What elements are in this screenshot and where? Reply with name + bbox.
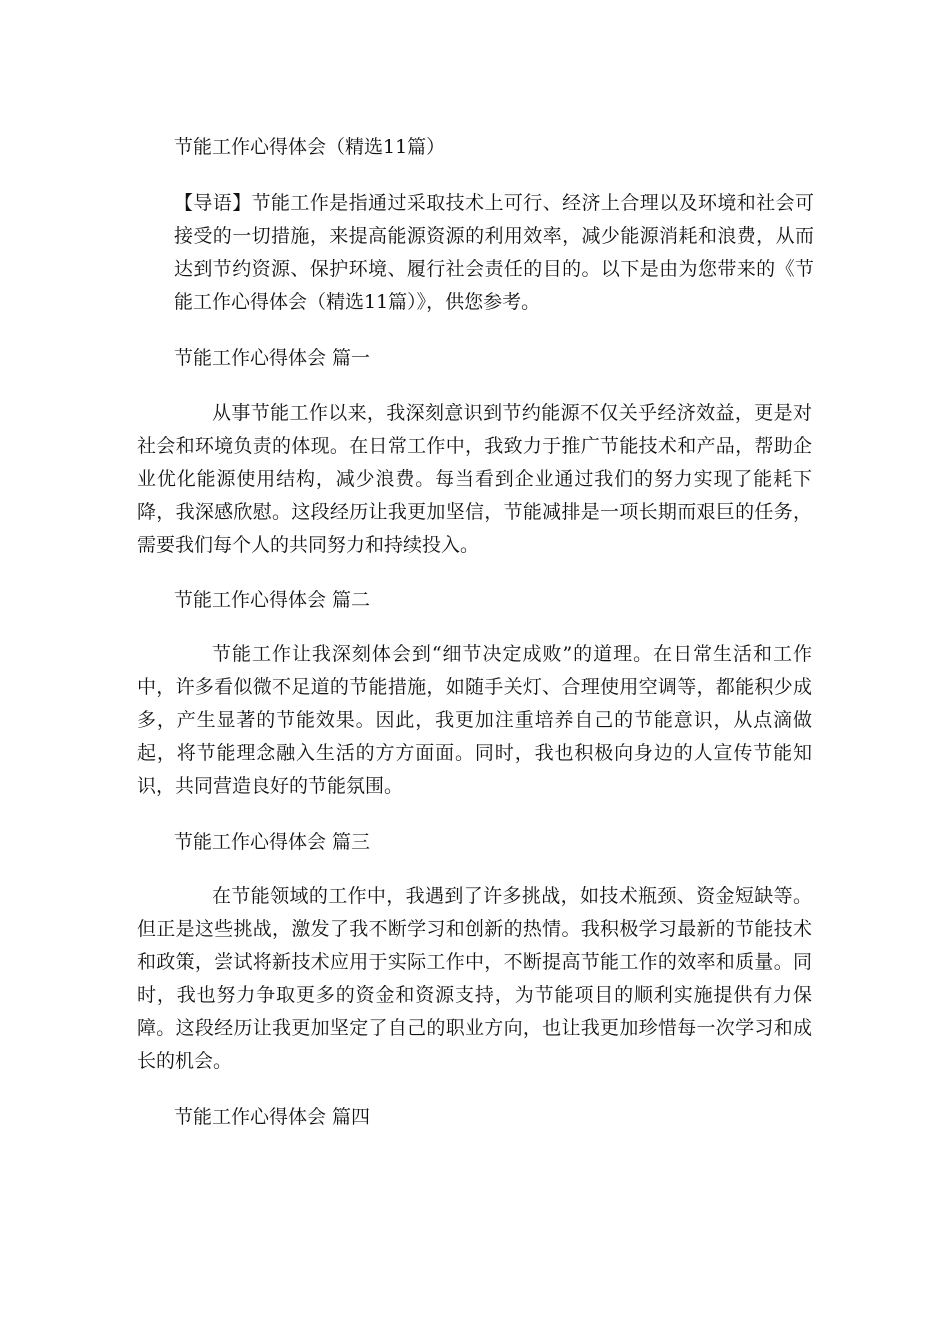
section-body-2: 节能工作让我深刻体会到“细节决定成败”的道理。在日常生活和工作中，许多看似微不足道的节能措施，如随手关灯、合理使用空调等，都能积少成多，产生显著的节能效果。因此，我更加注重培养自己的节能意识，从点滴做起，将节能理念融入生活的方方面面。同时，我也积极向身边的人宣传节能知识，共同营造良好的节能氛围。 [137, 643, 812, 797]
document-title: 节能工作心得体会（精选11篇） [174, 136, 446, 158]
intro-paragraph: 【导语】节能工作是指通过采取技术上可行、经济上合理以及环境和社会可接受的一切措施，来提高能源资源的利用效率，减少能源消耗和浪费，从而达到节约资源、保护环境、履行社会责任的目的。以下是由为您带来的《节能工作心得体会（精选11篇）》，供您参考。 [174, 192, 814, 313]
section-body-1: 从事节能工作以来，我深刻意识到节约能源不仅关乎经济效益，更是对社会和环境负责的体现。在日常工作中，我致力于推广节能技术和产品，帮助企业优化能源使用结构，减少浪费。每当看到企业通过我们的努力实现了能耗下降，我深感欣慰。这段经历让我更加坚信，节能减排是一项长期而艰巨的任务，需要我们每个人的共同努力和持续投入。 [137, 402, 812, 556]
section-heading-3: 节能工作心得体会 篇三 [174, 831, 371, 853]
section-body-3: 在节能领域的工作中，我遇到了许多挑战，如技术瓶颈、资金短缺等。但正是这些挑战，激发了我不断学习和创新的热情。我积极学习最新的节能技术和政策，尝试将新技术应用于实际工作中，不断提高节能工作的效率和质量。同时，我也努力争取更多的资金和资源支持，为节能项目的顺利实施提供有力保障。这段经历让我更加坚定了自己的职业方向，也让我更加珍惜每一次学习和成长的机会。 [137, 885, 812, 1072]
section-heading-4: 节能工作心得体会 篇四 [174, 1106, 371, 1128]
section-heading-2: 节能工作心得体会 篇二 [174, 589, 371, 611]
section-heading-1: 节能工作心得体会 篇一 [174, 347, 371, 369]
